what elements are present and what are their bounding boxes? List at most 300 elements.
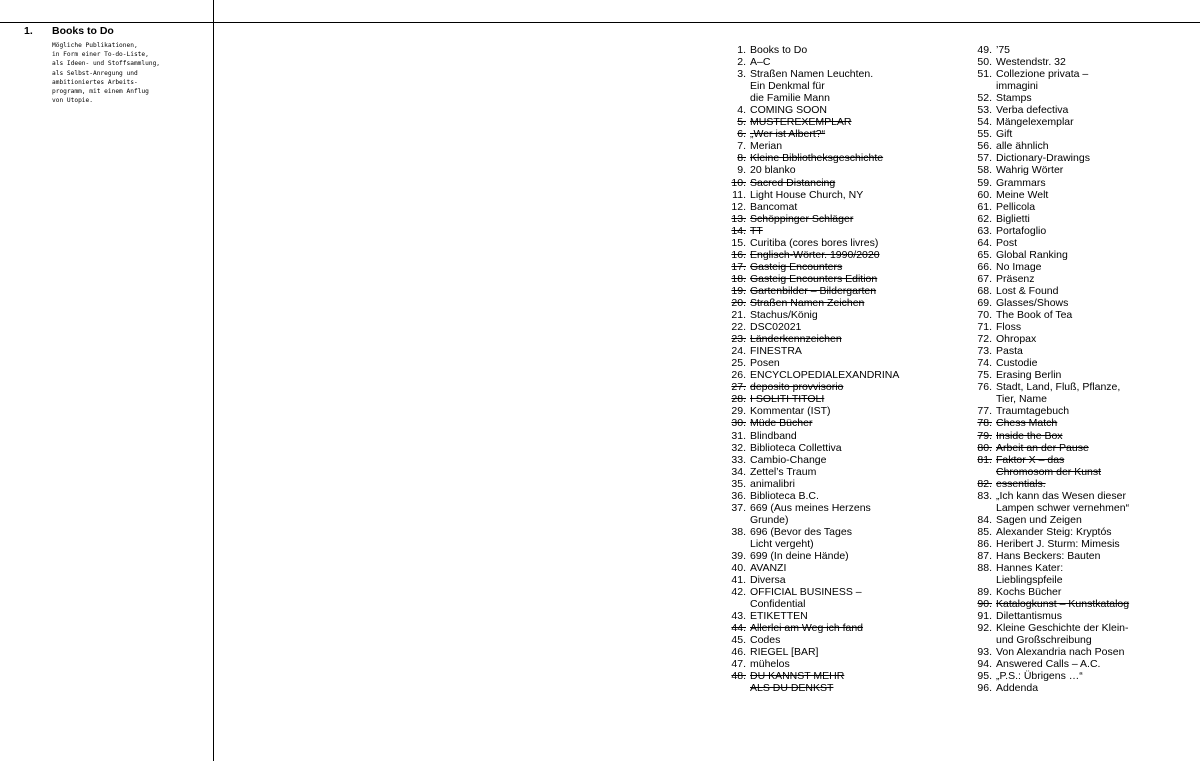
book-entry-number: 1. bbox=[737, 44, 746, 56]
book-entry bbox=[977, 68, 1199, 92]
book-entry-title bbox=[996, 369, 1061, 381]
book-entry-number: 31. bbox=[731, 429, 746, 442]
book-entry-title-line: 696 (Bevor des Tages bbox=[750, 525, 852, 538]
section-description-line: als Ideen- und Stoffsammlung, bbox=[52, 60, 161, 68]
book-entry-title-line: Traumtagebuch bbox=[996, 405, 1070, 418]
book-entry-title-line: Katalogkunst – Kunstkatalog bbox=[996, 598, 1130, 611]
book-entry bbox=[977, 526, 1199, 538]
book-entry-title bbox=[750, 634, 780, 646]
book-entry bbox=[731, 104, 946, 116]
book-entry bbox=[731, 393, 946, 405]
book-entry-number: 78. bbox=[977, 417, 992, 430]
book-entry-title-line: No Image bbox=[996, 260, 1042, 273]
book-entry-title bbox=[996, 562, 1063, 586]
book-entry-title bbox=[996, 237, 1017, 249]
book-entry-number: 14. bbox=[731, 224, 746, 237]
book-entry-number: 58. bbox=[977, 164, 992, 177]
book-entry-number: 53. bbox=[977, 104, 992, 117]
book-entry-number: 34. bbox=[731, 465, 746, 478]
book-entry-number: 89. bbox=[977, 586, 992, 599]
section-description-line: programm, mit einem Anflug bbox=[52, 88, 149, 96]
book-entry-number: 33. bbox=[731, 453, 746, 466]
book-entry-number: 20. bbox=[731, 296, 746, 309]
book-entry-number: 45. bbox=[731, 634, 746, 647]
book-entry-number: 69. bbox=[977, 296, 992, 309]
book-entry bbox=[731, 333, 946, 345]
book-entry bbox=[731, 189, 946, 201]
book-entry-title-line: Lieblingspfeile bbox=[996, 574, 1063, 587]
book-entry-title-line: „P.S.: Übrigens …“ bbox=[996, 670, 1083, 683]
book-entry-title bbox=[996, 321, 1021, 333]
book-entry-title-line: Verba defectiva bbox=[996, 104, 1069, 117]
book-entry-number: 66. bbox=[977, 260, 992, 273]
book-entry bbox=[977, 478, 1199, 490]
book-entry-number: 74. bbox=[977, 357, 992, 370]
book-entry-title bbox=[996, 357, 1037, 369]
book-entry-title-line: ENCYCLOPEDIALEXANDRINA bbox=[750, 369, 900, 382]
book-entry-title bbox=[996, 442, 1089, 454]
book-entry-number: 94. bbox=[977, 658, 992, 671]
book-entry bbox=[977, 92, 1199, 104]
book-entry-title-line: Hans Beckers: Bauten bbox=[996, 549, 1101, 562]
book-entry-title bbox=[996, 116, 1074, 128]
book-entry bbox=[977, 381, 1199, 405]
book-entry-title bbox=[996, 261, 1042, 273]
book-entry-title bbox=[996, 152, 1090, 164]
book-entry-title-line: Biglietti bbox=[996, 212, 1030, 225]
book-entry-title bbox=[996, 128, 1012, 140]
book-entry bbox=[731, 345, 946, 357]
book-entry-number: 42. bbox=[731, 586, 746, 599]
book-entry bbox=[731, 116, 946, 128]
section-description-line: als Selbst-Anregung und bbox=[52, 69, 138, 77]
book-entry bbox=[731, 44, 946, 56]
book-entry-title bbox=[996, 201, 1035, 213]
book-entry-number: 48. bbox=[731, 670, 746, 683]
book-entry bbox=[731, 466, 946, 478]
book-entry bbox=[977, 598, 1199, 610]
book-entry-number: 36. bbox=[731, 489, 746, 502]
book-entry-number: 23. bbox=[731, 333, 746, 346]
book-entry-title-line: AVANZI bbox=[750, 562, 787, 575]
book-entry bbox=[731, 622, 946, 634]
book-entry-title-line: Tier, Name bbox=[996, 393, 1047, 406]
book-entry-title-line: alle ähnlich bbox=[996, 140, 1049, 153]
book-entry-number: 51. bbox=[977, 68, 992, 81]
book-entry-title bbox=[996, 189, 1048, 201]
book-entry-number: 83. bbox=[977, 489, 992, 502]
book-entry-title bbox=[750, 610, 808, 622]
book-entry-title-line: I SOLITI TITOLI bbox=[750, 393, 825, 406]
book-entry-title-line: Gartenbilder – Bildergarten bbox=[750, 284, 877, 297]
book-entry-number: 2. bbox=[737, 56, 746, 69]
top-rule bbox=[0, 22, 1200, 23]
book-entry-title-line: deposito provvisorio bbox=[750, 381, 844, 394]
book-entry-title-line: Dictionary-Drawings bbox=[996, 152, 1090, 165]
book-entry-title-line: „Ich kann das Wesen dieser bbox=[996, 489, 1126, 502]
book-entry-title-line: Curitiba (cores bores livres) bbox=[750, 236, 879, 249]
book-entry-title-line: essentials. bbox=[996, 477, 1046, 490]
book-entry bbox=[977, 225, 1199, 237]
book-entry bbox=[731, 670, 946, 694]
book-entry-title bbox=[996, 333, 1036, 345]
book-entry-title bbox=[996, 345, 1023, 357]
book-entry bbox=[977, 116, 1199, 128]
book-entry bbox=[977, 622, 1199, 646]
book-entry bbox=[977, 297, 1199, 309]
book-entry bbox=[977, 357, 1199, 369]
book-entry-title bbox=[996, 273, 1035, 285]
book-entry bbox=[731, 502, 946, 526]
book-entry-title-line: Hannes Kater: bbox=[996, 562, 1064, 575]
book-entry-title bbox=[750, 670, 844, 694]
book-entry-title-line: Posen bbox=[750, 357, 780, 370]
book-entry-title-line: Sagen und Zeigen bbox=[996, 513, 1082, 526]
book-entry-title-line: Kleine Geschichte der Klein- bbox=[996, 622, 1129, 635]
book-entry-number: 25. bbox=[731, 357, 746, 370]
book-entry-number: 84. bbox=[977, 513, 992, 526]
book-entry-title-line: Ohropax bbox=[996, 333, 1037, 346]
book-entry bbox=[977, 454, 1199, 478]
book-entry bbox=[731, 56, 946, 68]
book-entry bbox=[731, 586, 946, 610]
book-entry-number: 32. bbox=[731, 441, 746, 454]
book-entry-title-line: Cambio-Change bbox=[750, 453, 827, 466]
section-description-line: von Utopie. bbox=[52, 97, 93, 105]
book-entry-title-line: 669 (Aus meines Herzens bbox=[750, 501, 871, 514]
book-entry bbox=[977, 369, 1199, 381]
book-entry bbox=[977, 104, 1199, 116]
book-entry-number: 64. bbox=[977, 236, 992, 249]
section-description-line: ambitioniertes Arbeits- bbox=[52, 78, 138, 86]
book-entry-title bbox=[996, 285, 1058, 297]
book-entry-title bbox=[996, 538, 1120, 550]
book-entry-number: 52. bbox=[977, 92, 992, 105]
book-entry-title bbox=[996, 405, 1069, 417]
book-entry-title-line: Biblioteca Collettiva bbox=[750, 441, 842, 454]
book-entry bbox=[977, 285, 1199, 297]
book-entry-title-line: Müde Bücher bbox=[750, 417, 813, 430]
book-entry bbox=[731, 381, 946, 393]
book-entry-title bbox=[996, 430, 1063, 442]
book-entry-number: 46. bbox=[731, 646, 746, 659]
book-entry bbox=[977, 152, 1199, 164]
section-number: 1. bbox=[24, 25, 33, 37]
book-entry-title bbox=[996, 225, 1046, 237]
book-entry-number: 43. bbox=[731, 610, 746, 623]
book-entry-title bbox=[750, 478, 795, 490]
book-entry-title bbox=[750, 68, 873, 104]
book-entry-title-line: Alexander Steig: Kryptós bbox=[996, 525, 1112, 538]
book-entry-number: 60. bbox=[977, 188, 992, 201]
book-entry bbox=[731, 562, 946, 574]
book-entry bbox=[731, 201, 946, 213]
book-entry bbox=[731, 646, 946, 658]
book-entry-title-line: Allerlei am Weg ich fand bbox=[750, 622, 864, 635]
book-entry bbox=[731, 177, 946, 189]
book-entry-title bbox=[996, 92, 1032, 104]
book-entry-title-line: Kommentar (IST) bbox=[750, 405, 831, 418]
book-entry-title bbox=[750, 297, 864, 309]
book-entry bbox=[977, 201, 1199, 213]
book-entry-title-line: Von Alexandria nach Posen bbox=[996, 646, 1125, 659]
book-entry-title-line: DSC02021 bbox=[750, 321, 802, 334]
book-entry-title-line: ETIKETTEN bbox=[750, 610, 808, 623]
book-entry-number: 47. bbox=[731, 658, 746, 671]
book-entry-title-line: Zettel’s Traum bbox=[750, 465, 817, 478]
book-entry bbox=[731, 442, 946, 454]
book-entry-number: 85. bbox=[977, 525, 992, 538]
book-entry-title-line: Gift bbox=[996, 128, 1013, 141]
book-entry-title-line: Straßen Namen Zeichen bbox=[750, 296, 865, 309]
book-entry bbox=[977, 249, 1199, 261]
book-entry-title bbox=[750, 201, 797, 213]
book-entry bbox=[977, 442, 1199, 454]
book-entry bbox=[977, 514, 1199, 526]
book-entry bbox=[977, 321, 1199, 333]
book-entry bbox=[977, 128, 1199, 140]
book-entry-number: 62. bbox=[977, 212, 992, 225]
book-entry bbox=[731, 490, 946, 502]
book-entry-title bbox=[996, 526, 1112, 538]
book-entry-title bbox=[996, 213, 1030, 225]
book-entry-number: 11. bbox=[732, 188, 746, 201]
book-entry-number: 82. bbox=[977, 477, 992, 490]
book-entry-number: 29. bbox=[731, 405, 746, 418]
book-entry-title bbox=[750, 646, 818, 658]
book-entry-title bbox=[750, 526, 852, 550]
book-entry-title bbox=[750, 225, 763, 237]
book-entry-title bbox=[996, 249, 1068, 261]
book-entry-title bbox=[750, 393, 824, 405]
book-entry bbox=[977, 405, 1199, 417]
book-entry-title-line: immagini bbox=[996, 80, 1039, 93]
book-entry-number: 63. bbox=[977, 224, 992, 237]
book-entry bbox=[731, 658, 946, 670]
book-entry-number: 28. bbox=[731, 393, 746, 406]
book-entry-title-line: Lost & Found bbox=[996, 284, 1059, 297]
book-entry-title bbox=[996, 550, 1100, 562]
book-entry bbox=[731, 454, 946, 466]
book-entry-number: 26. bbox=[731, 369, 746, 382]
book-entry-title-line: die Familie Mann bbox=[750, 92, 830, 105]
book-entry-title-line: Floss bbox=[996, 321, 1022, 334]
book-entry-number: 96. bbox=[977, 682, 992, 695]
book-entry-number: 57. bbox=[977, 152, 992, 165]
book-entry-title bbox=[996, 490, 1129, 514]
book-entry-title bbox=[750, 321, 801, 333]
book-entry-number: 72. bbox=[977, 333, 992, 346]
book-entry-title bbox=[996, 670, 1083, 682]
book-entry-title-line: Kleine Bibliotheksgeschichte bbox=[750, 152, 884, 165]
book-entry-title-line: Lampen schwer vernehmen“ bbox=[996, 501, 1130, 514]
book-entry-number: 27. bbox=[731, 381, 746, 394]
book-entry-title-line: Präsenz bbox=[996, 272, 1035, 285]
book-entry-title-line: 699 (In deine Hände) bbox=[750, 549, 849, 562]
book-entry-title-line: Grunde) bbox=[750, 513, 789, 526]
book-entry-number: 93. bbox=[977, 646, 992, 659]
book-entry-number: 39. bbox=[731, 549, 746, 562]
book-entry-number: 55. bbox=[977, 128, 992, 141]
book-entry bbox=[731, 68, 946, 104]
book-entry-number: 70. bbox=[977, 309, 992, 322]
book-entry-title-line: Sacred Distancing bbox=[750, 176, 836, 189]
book-entry-number: 75. bbox=[977, 369, 992, 382]
book-entry bbox=[731, 574, 946, 586]
book-entry bbox=[977, 333, 1199, 345]
book-entry-title bbox=[750, 116, 852, 128]
book-entry-title bbox=[996, 646, 1124, 658]
book-entry-title bbox=[750, 622, 863, 634]
book-entry-number: 30. bbox=[731, 417, 746, 430]
book-entry-number: 80. bbox=[977, 441, 992, 454]
book-entry-title-line: Inside the Box bbox=[996, 429, 1063, 442]
book-entry-title bbox=[996, 177, 1046, 189]
book-entry-title-line: TT bbox=[750, 224, 763, 237]
book-entry-title-line: Westendstr. 32 bbox=[996, 56, 1066, 69]
book-entry-title bbox=[750, 237, 878, 249]
book-entry bbox=[731, 213, 946, 225]
book-entry-number: 5. bbox=[737, 116, 746, 129]
book-entry-title bbox=[750, 466, 816, 478]
book-entry bbox=[731, 237, 946, 249]
book-entry-title-line: Blindband bbox=[750, 429, 797, 442]
book-entry-title-line: Custodie bbox=[996, 357, 1038, 370]
book-entry-title bbox=[750, 345, 802, 357]
book-entry-title-line: FINESTRA bbox=[750, 345, 802, 358]
book-entry-number: 9. bbox=[737, 164, 746, 177]
book-entry-title bbox=[750, 658, 790, 670]
book-entry-title bbox=[750, 128, 825, 140]
book-entry-number: 7. bbox=[737, 140, 746, 153]
book-entry-title-line: Light House Church, NY bbox=[750, 188, 864, 201]
book-entry-title bbox=[750, 164, 796, 176]
book-entry bbox=[731, 357, 946, 369]
book-entry bbox=[977, 430, 1199, 442]
book-entry-number: 86. bbox=[977, 537, 992, 550]
book-entry-number: 73. bbox=[977, 345, 992, 358]
book-entry bbox=[977, 273, 1199, 285]
book-entry bbox=[977, 309, 1199, 321]
book-entry-title bbox=[750, 574, 786, 586]
book-entry-number: 71. bbox=[977, 321, 992, 334]
book-entry-title bbox=[750, 285, 876, 297]
book-entry-title-line: Diversa bbox=[750, 574, 786, 587]
book-entry-title-line: Merian bbox=[750, 140, 783, 153]
book-entry-title bbox=[750, 273, 877, 285]
book-entry-title bbox=[750, 442, 842, 454]
book-entry bbox=[977, 670, 1199, 682]
book-entry-number: 67. bbox=[977, 272, 992, 285]
book-entry-number: 54. bbox=[977, 116, 992, 129]
book-entry-title bbox=[750, 152, 883, 164]
book-entry-number: 37. bbox=[731, 501, 746, 514]
book-entry-title-line: Mängelexemplar bbox=[996, 116, 1074, 129]
book-entry-number: 56. bbox=[977, 140, 992, 153]
book-entry-title-line: Gasteig Encounters Edition bbox=[750, 272, 878, 285]
book-entry-title-line: Englisch-Wörter. 1990/2020 bbox=[750, 248, 880, 261]
book-entry-number: 15. bbox=[731, 236, 746, 249]
book-entry-title bbox=[996, 586, 1061, 598]
book-entry bbox=[977, 417, 1199, 429]
book-entry bbox=[731, 128, 946, 140]
book-entry-number: 24. bbox=[731, 345, 746, 358]
book-entry bbox=[977, 562, 1199, 586]
book-entry-number: 91. bbox=[977, 610, 992, 623]
book-entry-title-line: ALS DU DENKST bbox=[750, 682, 834, 695]
book-entry-title bbox=[750, 249, 880, 261]
book-entry-title bbox=[750, 417, 812, 429]
book-entry-title-line: Addenda bbox=[996, 682, 1039, 695]
book-entry-title-line: Codes bbox=[750, 634, 781, 647]
book-entry-title bbox=[996, 140, 1049, 152]
book-entry-title-line: Pellicola bbox=[996, 200, 1036, 213]
book-entry-title bbox=[750, 454, 826, 466]
book-entry-title-line: Portafoglio bbox=[996, 224, 1047, 237]
book-entry-title bbox=[750, 405, 831, 417]
book-entry-number: 88. bbox=[977, 562, 992, 575]
book-entry bbox=[731, 309, 946, 321]
book-entry-title-line: Wahrig Wörter bbox=[996, 164, 1064, 177]
book-entry-title-line: mühelos bbox=[750, 658, 790, 671]
book-entry bbox=[731, 478, 946, 490]
book-entry-number: 6. bbox=[737, 128, 746, 141]
book-entry bbox=[977, 658, 1199, 670]
book-entry-title bbox=[750, 44, 807, 56]
book-entry-title bbox=[996, 682, 1038, 694]
book-entry-title-line: Post bbox=[996, 236, 1018, 249]
book-entry-title bbox=[750, 369, 899, 381]
book-entry-title bbox=[750, 430, 797, 442]
book-entry bbox=[977, 610, 1199, 622]
section-description bbox=[52, 41, 202, 105]
book-entry-number: 59. bbox=[977, 176, 992, 189]
book-entry-title bbox=[996, 44, 1010, 56]
book-entry-title-line: Bancomat bbox=[750, 200, 798, 213]
book-entry-title-line: Länderkennzeichen bbox=[750, 333, 842, 346]
book-entry-title bbox=[750, 550, 849, 562]
book-entry-title bbox=[996, 104, 1068, 116]
book-entry-number: 8. bbox=[737, 152, 746, 165]
book-entry-title bbox=[750, 381, 843, 393]
book-entry-title-line: Arbeit an der Pause bbox=[996, 441, 1089, 454]
book-entry-number: 19. bbox=[731, 284, 746, 297]
book-entry-title-line: Straßen Namen Leuchten. bbox=[750, 68, 874, 81]
book-entry bbox=[731, 152, 946, 164]
book-entry-number: 4. bbox=[737, 104, 746, 117]
section-description-line: Mögliche Publikationen, bbox=[52, 42, 138, 49]
book-entry bbox=[977, 237, 1199, 249]
book-entry-title bbox=[996, 514, 1082, 526]
book-entry-title-line: Stachus/König bbox=[750, 309, 818, 322]
book-entry-title-line: 20 blanko bbox=[750, 164, 796, 177]
book-entry-title-line: Licht vergeht) bbox=[750, 537, 814, 550]
book-entry-title bbox=[996, 622, 1129, 646]
book-entry bbox=[977, 538, 1199, 550]
book-entry-title-line: Ein Denkmal für bbox=[750, 80, 825, 93]
book-entry-title-line: Collezione privata – bbox=[996, 68, 1089, 81]
book-entry-number: 50. bbox=[977, 56, 992, 69]
book-entry-title-line: „Wer ist Albert?“ bbox=[750, 128, 826, 141]
book-entry-number: 35. bbox=[731, 477, 746, 490]
book-entry-title-line: OFFICIAL BUSINESS – bbox=[750, 586, 862, 599]
book-entry bbox=[731, 634, 946, 646]
book-entry-title-line: Kochs Bücher bbox=[996, 586, 1062, 599]
book-entry-number: 68. bbox=[977, 284, 992, 297]
book-entry bbox=[731, 225, 946, 237]
book-entry-title-line: ’75 bbox=[996, 44, 1011, 56]
book-entry bbox=[731, 430, 946, 442]
